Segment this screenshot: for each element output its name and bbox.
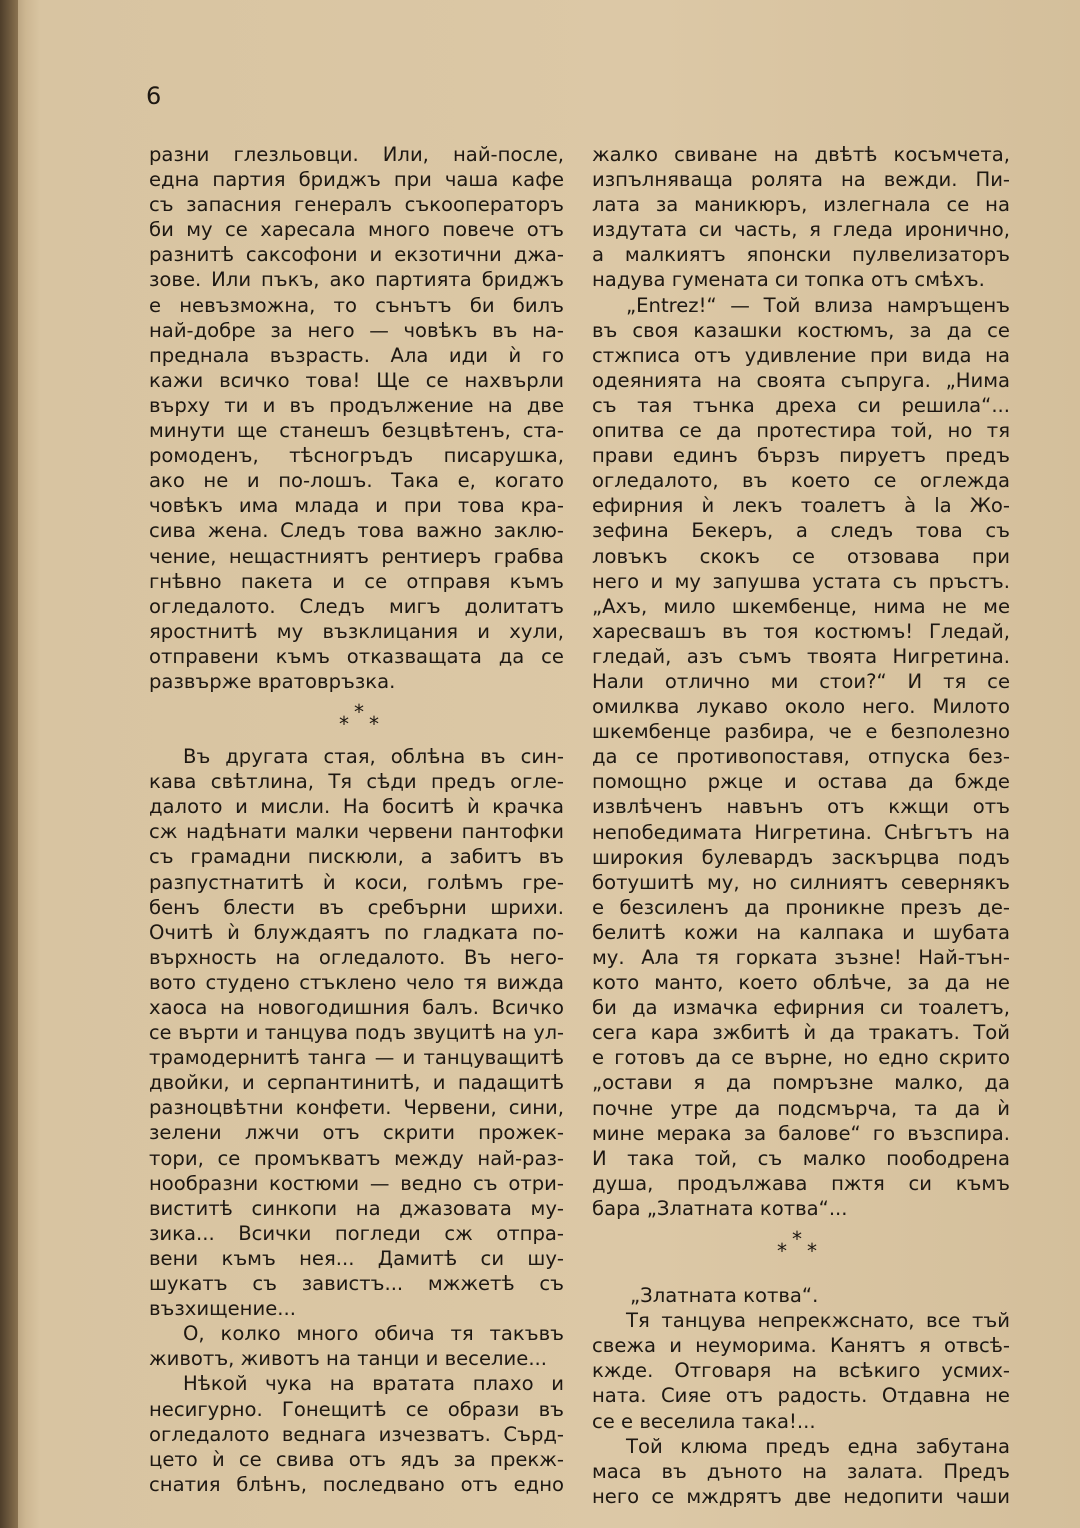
- text-line: сива жена. Следъ това важно заклю-: [149, 519, 564, 543]
- section-separator: [592, 1221, 1010, 1271]
- text-line: най-добре за него — човѣкъ въ на-: [149, 318, 564, 342]
- text-line: Тя танцува непрекжснато, все тъй: [626, 1309, 1010, 1333]
- text-line: белитѣ кожи на калпака и шубата: [592, 920, 1010, 944]
- text-line: сега кара зжбитѣ ѝ да тракатъ. Той: [592, 1021, 1010, 1045]
- text-line: жалко свиване на двѣтѣ косъмчета,: [592, 143, 1010, 166]
- text-line: въ своя казашки костюмъ, за да се: [592, 318, 1010, 342]
- text-line: „Ахъ, мило шкембенце, нима не ме: [592, 594, 1010, 618]
- section-separator: [149, 694, 564, 744]
- text-line: ната. Сияе отъ радость. Отдавна не: [592, 1384, 1010, 1408]
- text-line: хаоса на новогодишния балъ. Всичко: [149, 996, 564, 1019]
- text-line: свежа и неуморима. Канятъ я отвсѣ-: [592, 1334, 1010, 1358]
- left-paragraph-1: [149, 142, 564, 694]
- text-line: огледалото, въ което се оглежда: [592, 469, 1010, 493]
- left-column: [149, 142, 564, 1497]
- text-line: виститѣ синкопи на джазовата му-: [149, 1196, 564, 1220]
- text-line: двойки, и серпантинитѣ, и падащитѣ: [149, 1071, 564, 1095]
- left-paragraph-2: [149, 744, 564, 1321]
- page-binding-edge: [0, 0, 18, 1528]
- text-line: зика... Всички погледи сж отпра-: [149, 1221, 564, 1245]
- text-line: би да измачка ефирния си тоалетъ,: [592, 996, 1010, 1020]
- text-line: ако не и по-лошъ. Така е, когато: [149, 469, 564, 493]
- text-line: шкембенце разбира, че е безполезно: [592, 720, 1010, 744]
- text-line: широкия булевардъ заскърцва подъ: [592, 845, 1010, 869]
- text-line: душа, продължава пжтя си къмъ: [592, 1171, 1010, 1195]
- text-line: чение, нещастниятъ рентиеръ грабва: [149, 544, 564, 568]
- right-paragraph-1: [592, 142, 1010, 293]
- text-line: извлѣченъ навънъ отъ кжщи отъ: [592, 795, 1010, 819]
- text-line: Нали отлично ми стои?“ И тя се: [592, 669, 1010, 693]
- text-line: „Entrez!“ — Той влиза намръщенъ: [626, 293, 1010, 317]
- text-line: човѣкъ има млада и при това кра-: [149, 494, 564, 518]
- text-line: ботушитѣ му, но силниятъ севернякъ: [592, 870, 1010, 894]
- text-line: яростнитѣ му възклицания и хули,: [149, 619, 564, 643]
- text-line: стжписа отъ удивление при вида на: [592, 343, 1010, 367]
- text-line: зове. Или пъкъ, ако партията бриджъ: [149, 268, 564, 292]
- text-line: а малкиятъ японски пулвелизаторъ: [592, 243, 1010, 267]
- separator-star: *: [339, 712, 349, 737]
- text-line: е готовъ да се върне, но едно скрито: [592, 1046, 1010, 1070]
- text-line: И така той, съ малко поободрена: [592, 1146, 1010, 1170]
- text-line: него се мждрятъ две недопити чаши: [592, 1484, 1010, 1508]
- text-line: омилква лукаво около него. Милото: [592, 695, 1010, 719]
- text-line: върхность на огледалото. Въ него-: [149, 945, 564, 969]
- text-line: гнѣвно пакета и се отправя къмъ: [149, 569, 564, 593]
- text-line: развърже вратовръзка.: [149, 669, 396, 693]
- text-line: е безсиленъ да проникне презъ де-: [592, 895, 1010, 919]
- text-line: сж надѣнати малки червени пантофки: [149, 820, 564, 844]
- separator-star: *: [807, 1239, 817, 1264]
- text-line: ромоденъ, тѣсногръдъ писарушка,: [149, 444, 564, 468]
- left-paragraph-3: [149, 1321, 564, 1371]
- text-line: кото манто, което облѣче, за да не: [592, 971, 1010, 995]
- separator-star: *: [354, 700, 364, 725]
- text-line: опитва се да протестира той, но тя: [592, 419, 1010, 443]
- text-line: почне утре да подсмърча, та да ѝ: [592, 1096, 1010, 1120]
- text-line: далото и мисли. На боситѣ ѝ крачка: [149, 795, 564, 819]
- text-line: трамодернитѣ танга — и танцуващитѣ: [149, 1046, 564, 1070]
- text-line: кажи всичко това! Ще се нахвърли: [149, 368, 564, 392]
- text-line: съ тая тънка дреха си решила“...: [592, 393, 1010, 417]
- right-paragraph-3: [592, 1308, 1010, 1433]
- text-line: О, колко много обича тя такъвъ: [183, 1322, 564, 1346]
- text-line: Въ другата стая, облѣна въ син-: [183, 745, 564, 769]
- text-line: зелени лжчи отъ скрити прожек-: [149, 1121, 564, 1145]
- text-line: се е веселила така!...: [592, 1409, 816, 1433]
- page-number: 6: [146, 82, 162, 110]
- text-line: помощно ржце и остава да бжде: [592, 770, 1010, 794]
- left-paragraph-4: [149, 1371, 564, 1496]
- text-line: непобедимата Нигретина. Снѣгътъ на: [592, 820, 1010, 844]
- text-line: огледалото. Следъ мигъ долитатъ: [149, 594, 564, 618]
- text-line: бенъ блести въ сребърни шрихи.: [149, 895, 564, 919]
- text-line: него и му запушва устата съ пръстъ.: [592, 569, 1010, 593]
- text-line: животъ, животъ на танци и веселие...: [149, 1347, 548, 1371]
- text-line: разни глезльовци. Или, най-после,: [149, 143, 564, 166]
- text-line: бара „Златната котва“...: [592, 1196, 848, 1220]
- text-line: върху ти и въ продължение на две: [149, 393, 564, 417]
- text-line: одеянията на своята съпруга. „Нима: [592, 368, 1010, 392]
- text-line: прави единъ бързъ пируетъ предъ: [592, 444, 1010, 468]
- text-line: кжде. Отговаря на всѣкиго усмих-: [592, 1359, 1010, 1383]
- text-line: да се противопоставя, отпуска без-: [592, 745, 1010, 769]
- text-line: огледалото веднага изчезватъ. Сърд-: [149, 1422, 564, 1446]
- section-heading: „Златната котва“.: [630, 1284, 819, 1308]
- text-line: му. Ала тя горката зъзне! Най-тън-: [592, 946, 1010, 969]
- text-line: зефина Бекеръ, а следъ това съ: [592, 519, 1010, 543]
- text-line: разпустнатитѣ ѝ коси, голѣмъ гре-: [149, 870, 564, 894]
- separator-star: *: [777, 1239, 787, 1264]
- right-column: [592, 142, 1010, 1509]
- text-line: „остави я да помръзне малко, да: [592, 1071, 1010, 1095]
- text-line: шукатъ съ завистъ... мжжетѣ съ: [149, 1272, 564, 1296]
- text-line: една партия бриджъ при чаша кафе: [149, 168, 564, 192]
- text-line: тори, се промъкватъ между най-раз-: [149, 1146, 564, 1170]
- text-line: ефирния ѝ лекъ тоалетъ à la Жо-: [592, 494, 1010, 518]
- text-line: разнитѣ саксофони и екзотични джа-: [149, 243, 564, 267]
- text-line: възхищение...: [149, 1297, 296, 1321]
- text-line: Той клюма предъ една забутана: [626, 1434, 1010, 1458]
- text-line: вото студено стъклено чело тя вижда: [149, 970, 564, 994]
- text-line: мине мерака за балове“ го възспира.: [592, 1121, 1010, 1145]
- text-line: изпълняваща ролята на вежди. Пи-: [592, 168, 1010, 192]
- text-line: съ грамадни пискюли, а забитъ въ: [149, 845, 564, 869]
- text-line: гледай, азъ съмъ твоята Нигретина.: [592, 644, 1010, 668]
- text-line: отправени къмъ отказващата да се: [149, 644, 564, 668]
- text-line: Нѣкой чука на вратата плахо и: [183, 1372, 564, 1396]
- text-line: би му се харесала много повече отъ: [149, 218, 564, 242]
- text-line: маса въ дъното на залата. Предъ: [592, 1459, 1010, 1483]
- right-paragraph-4: [592, 1434, 1010, 1509]
- text-line: съ запасния генералъ съкооператоръ: [149, 193, 564, 217]
- text-line: преднала възрасть. Ала иди ѝ го: [149, 343, 564, 367]
- text-line: кава свѣтлина, Тя сѣди предъ огле-: [149, 770, 564, 794]
- text-line: нообразни костюми — ведно съ отри-: [149, 1171, 564, 1195]
- text-line: вени къмъ нея... Дамитѣ си шу-: [149, 1246, 564, 1270]
- text-line: ловъкъ скокъ се отзовава при: [592, 544, 1010, 568]
- text-line: издутата си часть, я гледа иронично,: [592, 218, 1010, 242]
- text-line: Очитѣ ѝ блуждаятъ по гладката по-: [149, 920, 564, 944]
- text-line: лата за маникюръ, излегнала се на: [592, 193, 1010, 217]
- text-line: снатия блѣнъ, последвано отъ едно: [149, 1472, 564, 1496]
- text-line: е невъзможна, то сънътъ би билъ: [149, 293, 564, 317]
- text-line: несигурно. Гонещитѣ се образи въ: [149, 1397, 564, 1421]
- text-line: цето ѝ се свива отъ ядъ за прекж-: [149, 1447, 564, 1471]
- separator-star: *: [792, 1227, 802, 1252]
- text-line: се върти и танцува подъ звуцитѣ на ул-: [149, 1021, 564, 1045]
- text-line: минути ще станешъ безцвѣтенъ, ста-: [149, 419, 564, 443]
- right-paragraph-2: [592, 293, 1010, 1221]
- text-line: разноцвѣтни конфети. Червени, сини,: [149, 1096, 564, 1120]
- separator-star: *: [369, 712, 379, 737]
- text-line: надува гумената си топка отъ смѣхъ.: [592, 268, 985, 292]
- text-line: харесвашъ въ тоя костюмъ! Гледай,: [592, 619, 1010, 643]
